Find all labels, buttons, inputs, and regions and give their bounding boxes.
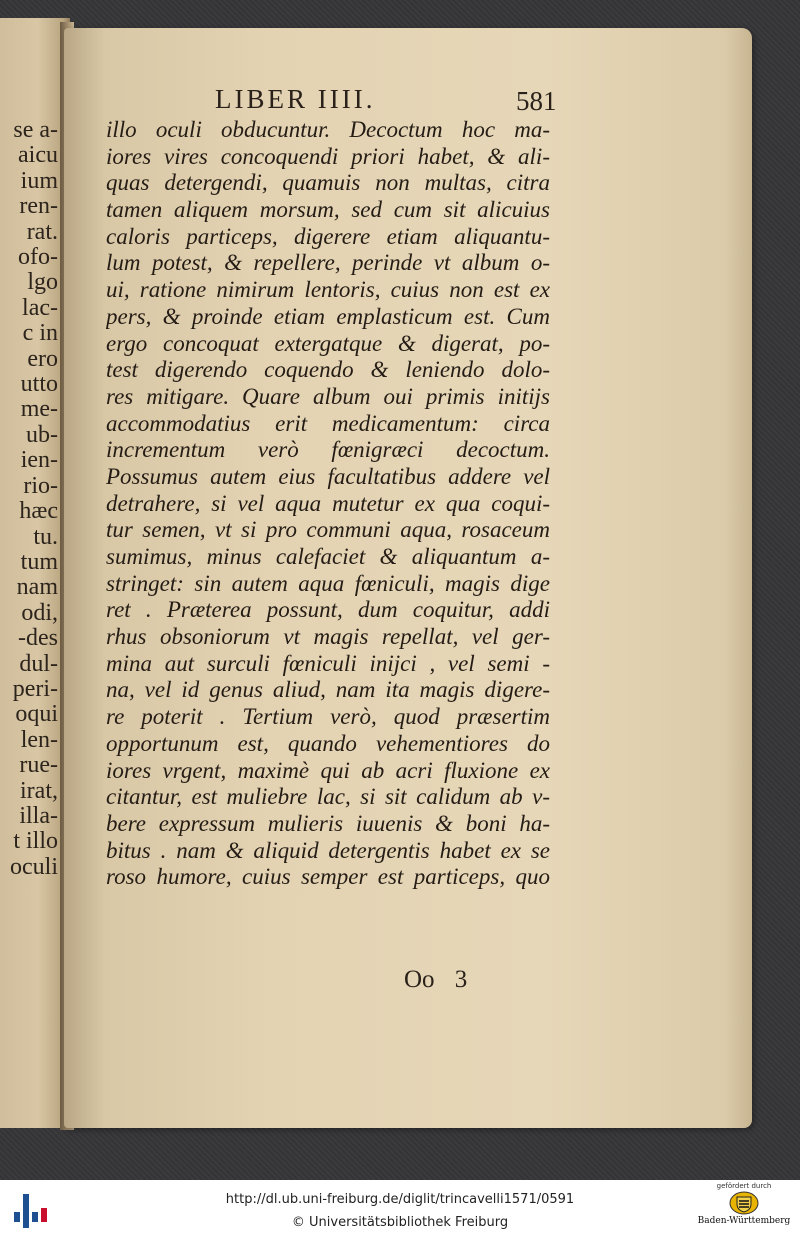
text-line: Possumus autem eius facultatibus addere vel: [106, 463, 550, 489]
left-page-line: nam: [16, 574, 58, 601]
text-line: detrahere, si vel aqua mutetur ex qua coqui-: [106, 490, 550, 516]
text-line: ergo concoquat extergatque & digerat, po-: [106, 330, 550, 356]
left-page-line: peri-: [12, 675, 58, 702]
text-line: sumimus, minus calefaciet & aliquantum a-: [106, 544, 550, 569]
left-page-line: lac-: [22, 294, 58, 321]
text-line: tamen aliquem morsum, sed cum sit alicuius: [106, 197, 550, 223]
funder-name: Baden-Württemberg: [697, 1216, 791, 1226]
text-line: tur semen, vt si pro communi aqua, rosaceum: [106, 517, 550, 543]
left-page-line: ium: [20, 167, 58, 194]
left-page-line: utto: [20, 371, 58, 398]
left-page-line: ofo-: [18, 244, 58, 271]
left-page-line: hæc: [19, 498, 58, 525]
page-number: 581: [516, 86, 557, 116]
text-line: citantur, est muliebre lac, si sit calidum ab v-: [106, 784, 550, 810]
funder-label: gefördert durch: [716, 1182, 772, 1190]
left-page-line: len-: [20, 726, 58, 753]
left-page-line: rue-: [19, 752, 58, 779]
text-line: lum potest, & repellere, perinde vt album o-: [106, 250, 550, 276]
left-page-line: irat,: [20, 777, 58, 804]
left-page-line: aicu: [18, 142, 58, 169]
text-line: ret . Præterea possunt, dum coquitur, addi: [106, 597, 550, 623]
text-line: roso humore, cuius semper est particeps, quo: [106, 864, 550, 890]
left-page-line: lgo: [27, 269, 58, 296]
left-page-text: [0, 118, 60, 880]
text-line: pers, & proinde etiam emplasticum est. Cum: [106, 303, 550, 329]
text-line: bere expressum mulieris iuuenis & boni ha-: [106, 810, 550, 836]
text-line: res mitigare. Quare album oui primis initijs: [106, 383, 550, 409]
text-line: stringet: sin autem aqua fœniculi, magis dige: [106, 570, 550, 596]
left-page-line: tu.: [33, 523, 58, 550]
body-text: [106, 117, 550, 891]
left-page-line: ien-: [20, 447, 58, 474]
text-line: re poterit . Tertium verò, quod præsertim: [106, 704, 550, 730]
left-page-line: c in: [22, 320, 58, 347]
left-page-line: rat.: [26, 218, 58, 245]
left-page-line: odi,: [21, 599, 58, 626]
text-line: illo oculi obducuntur. Decoctum hoc ma-: [106, 117, 550, 142]
left-page-line: t illo: [13, 828, 58, 855]
left-page-line: ub-: [26, 421, 58, 448]
left-page-line: se a-: [13, 118, 58, 143]
left-page-line: -des: [18, 625, 58, 652]
copyright-text: © Universitätsbibliothek Freiburg: [291, 1215, 509, 1230]
permalink-url[interactable]: http://dl.ub.uni-freiburg.de/diglit/trincavelli1571/0591: [225, 1192, 575, 1207]
left-page-line: illa-: [19, 802, 58, 829]
text-line: caloris particeps, digerere etiam aliquantu-: [106, 223, 550, 249]
text-line: mina aut surculi fœniculi inijci , vel semi -: [106, 650, 550, 676]
signature-mark: Oo 3: [404, 966, 468, 993]
text-line: bitus . nam & aliquid detergentis habet ex se: [106, 837, 550, 863]
text-line: accommodatius erit medicamentum: circa: [106, 410, 550, 436]
funder-logo[interactable]: [692, 1182, 796, 1238]
left-page-line: me-: [20, 396, 58, 423]
footer-bar: [0, 1180, 800, 1238]
left-page-line: ren-: [19, 193, 58, 220]
text-line: iores vires concoquendi priori habet, & ali-: [106, 143, 550, 169]
left-page-line: oqui: [15, 701, 58, 728]
text-line: quas detergendi, quamuis non multas, citra: [106, 170, 550, 196]
left-page-line: tum: [20, 548, 58, 575]
left-page-line: ero: [27, 345, 58, 372]
left-page-line: oculi: [10, 853, 58, 880]
baden-wuerttemberg-crest-icon: [729, 1191, 759, 1215]
left-page-line: dul-: [19, 650, 58, 677]
text-line: incrementum verò fœnigræci decoctum.: [106, 437, 550, 463]
text-line: na, vel id genus aliud, nam ita magis digere-: [106, 677, 550, 703]
left-page-line: rio-: [23, 472, 58, 499]
text-line: opportunum est, quando vehementiores do: [106, 730, 550, 756]
text-line: rhus obsoniorum vt magis repellat, vel ger-: [106, 624, 550, 650]
running-head: LIBER IIII.: [215, 84, 376, 114]
text-line: test digerendo coquendo & leniendo dolo-: [106, 357, 550, 383]
text-line: ui, ratione nimirum lentoris, cuius non est ex: [106, 277, 550, 303]
text-line: iores vrgent, maximè qui ab acri fluxione ex: [106, 757, 550, 783]
